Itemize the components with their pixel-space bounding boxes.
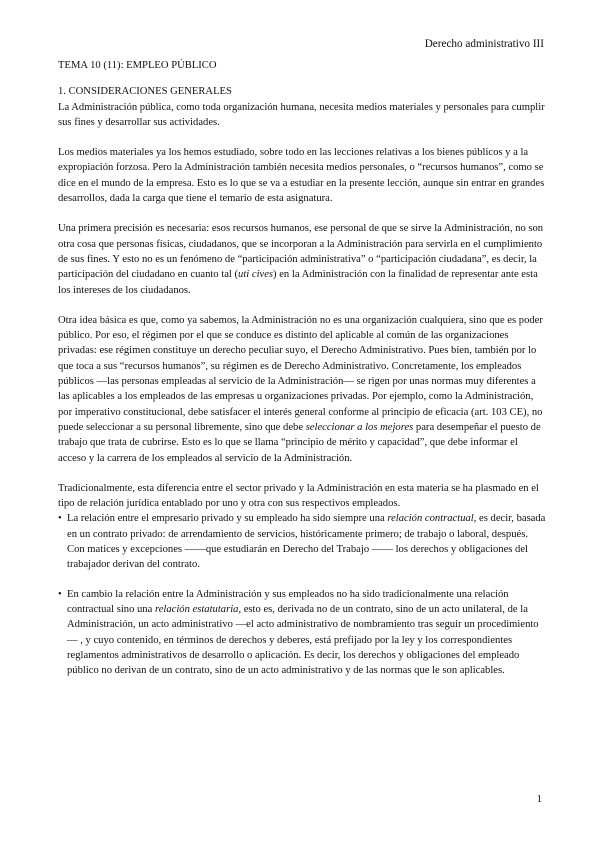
list-item-2-text-a: En cambio la relación entre la Administración y sus empleados no ha sido tradicionalmente una relación contractual sino una [67, 588, 509, 615]
paragraph-5: Tradicionalmente, esta diferencia entre el sector privado y la Administración en esta materia se ha plasmado en el tipo de relación jurídica entablado por uno y otra con sus respectivos empleados. [58, 482, 539, 510]
list-item-2-emphasis: relación estatutaria [154, 603, 239, 615]
paragraph-4-text-b: para desempeñar el puesto de trabajo que trata de cubrirse. Esto es lo que se llama “principio de mérito y capacidad”, que debe informar el acceso y la carrera de los empleados al servicio de la Administración. [58, 421, 541, 464]
bullet-icon: • [58, 513, 62, 525]
list-item-1-emphasis: relación contractual [387, 513, 474, 525]
list-item-2-text-b: , esto es, derivada no de un contrato, sino de un acto unilateral, de la Administración, un acto administrativo —el acto administrativo de nombramiento tras seguir un procedimiento— , y cuyo contenido, en términos de derechos y deberes, está prefijado por la ley y los correspondientes reglamentos administrativos de desarrollo o aplicación. Es decir, los derechos y obligaciones del empleado público no derivan de un contrato, sino de un acto administrativo y de las normas que le son aplicables. [67, 603, 539, 677]
paragraph-3-text-b: ) en la Administración con la finalidad de representar ante esta los intereses de los ciudadanos. [58, 269, 538, 296]
bullet-list [58, 511, 548, 678]
list-item-1-text-a: La relación entre el empresario privado y su empleado ha sido siempre una [67, 513, 388, 525]
paragraph-4 [58, 313, 548, 466]
paragraph-3-text-a: Una primera precisión es necesaria: esos recursos humanos, ese personal de que se sirve la Administración, no son otra cosa que personas físicas, ciudadanos, que se incorporan a la Administración para servirla en el cumplimiento de sus fines. Y esto no es un fenómeno de “participación administrativa” o “participación ciudadana”, es decir, la participación del ciudadano en cuanto tal ( [58, 223, 544, 281]
list-item [58, 587, 548, 679]
running-header: Derecho administrativo III [424, 38, 544, 50]
paragraph-4-text-a: Otra idea básica es que, como ya sabemos, la Administración no es una organización cualquiera, sino que es poder público. Por eso, el régimen por el que se conduce es distinto del aplicable al común de las organizaciones privadas: ese régimen constituye un derecho peculiar suyo, el Derecho Administrativo. Pues bien, también por lo que toca a sus “recursos humanos”, su régimen es de Derecho Administrativo. Concretamente, los empleados públicos —las personas empleadas al servicio de la Administración— se rigen por unas normas muy diferentes a las aplicables a los empleados de las empresas u organizaciones privadas. Por ejemplo, como la Administración, por imperativo constitucional, debe satisfacer el interés general conforme al principio de eficacia (art. 103 CE), no puede seleccionar a su personal libremente, sino que debe [58, 314, 543, 433]
paragraph-4-emphasis: seleccionar a los mejores [305, 421, 414, 433]
document-title: TEMA 10 (11): EMPLEO PÚBLICO [58, 60, 217, 71]
list-item [58, 511, 548, 572]
list-item-1-text-b: , es decir, basada en un contrato privado: de arrendamiento de servicios, históricamente primero; de trabajo o laboral, después. Con matices y excepciones ——que estudiarán en Derecho del Trabajo —— los derechos y obligaciones del trabajador derivan del contrato. [67, 513, 546, 571]
paragraph-2: Los medios materiales ya los hemos estudiado, sobre todo en las lecciones relativas a los bienes públicos y a la expropiación forzosa. Pero la Administración también necesita medios personales, o “recursos humanos”, como se dice en el mundo de la empresa. Esto es lo que se va a estudiar en la presente lección, aunque sin entrar en grandes desarrollos, dada la carga que tiene el temario de esta asignatura. [58, 147, 545, 205]
page-number: 1 [536, 793, 542, 805]
paragraph-1: La Administración pública, como toda organización humana, necesita medios materiales y personales para cumplir sus fines y desarrollar sus actividades. [58, 101, 545, 128]
section-heading: 1. CONSIDERACIONES GENERALES [58, 86, 232, 98]
bullet-icon: • [58, 588, 62, 600]
paragraph-3-emphasis: uti cives [238, 269, 274, 281]
document-body [58, 58, 548, 678]
paragraph-3 [58, 221, 548, 297]
